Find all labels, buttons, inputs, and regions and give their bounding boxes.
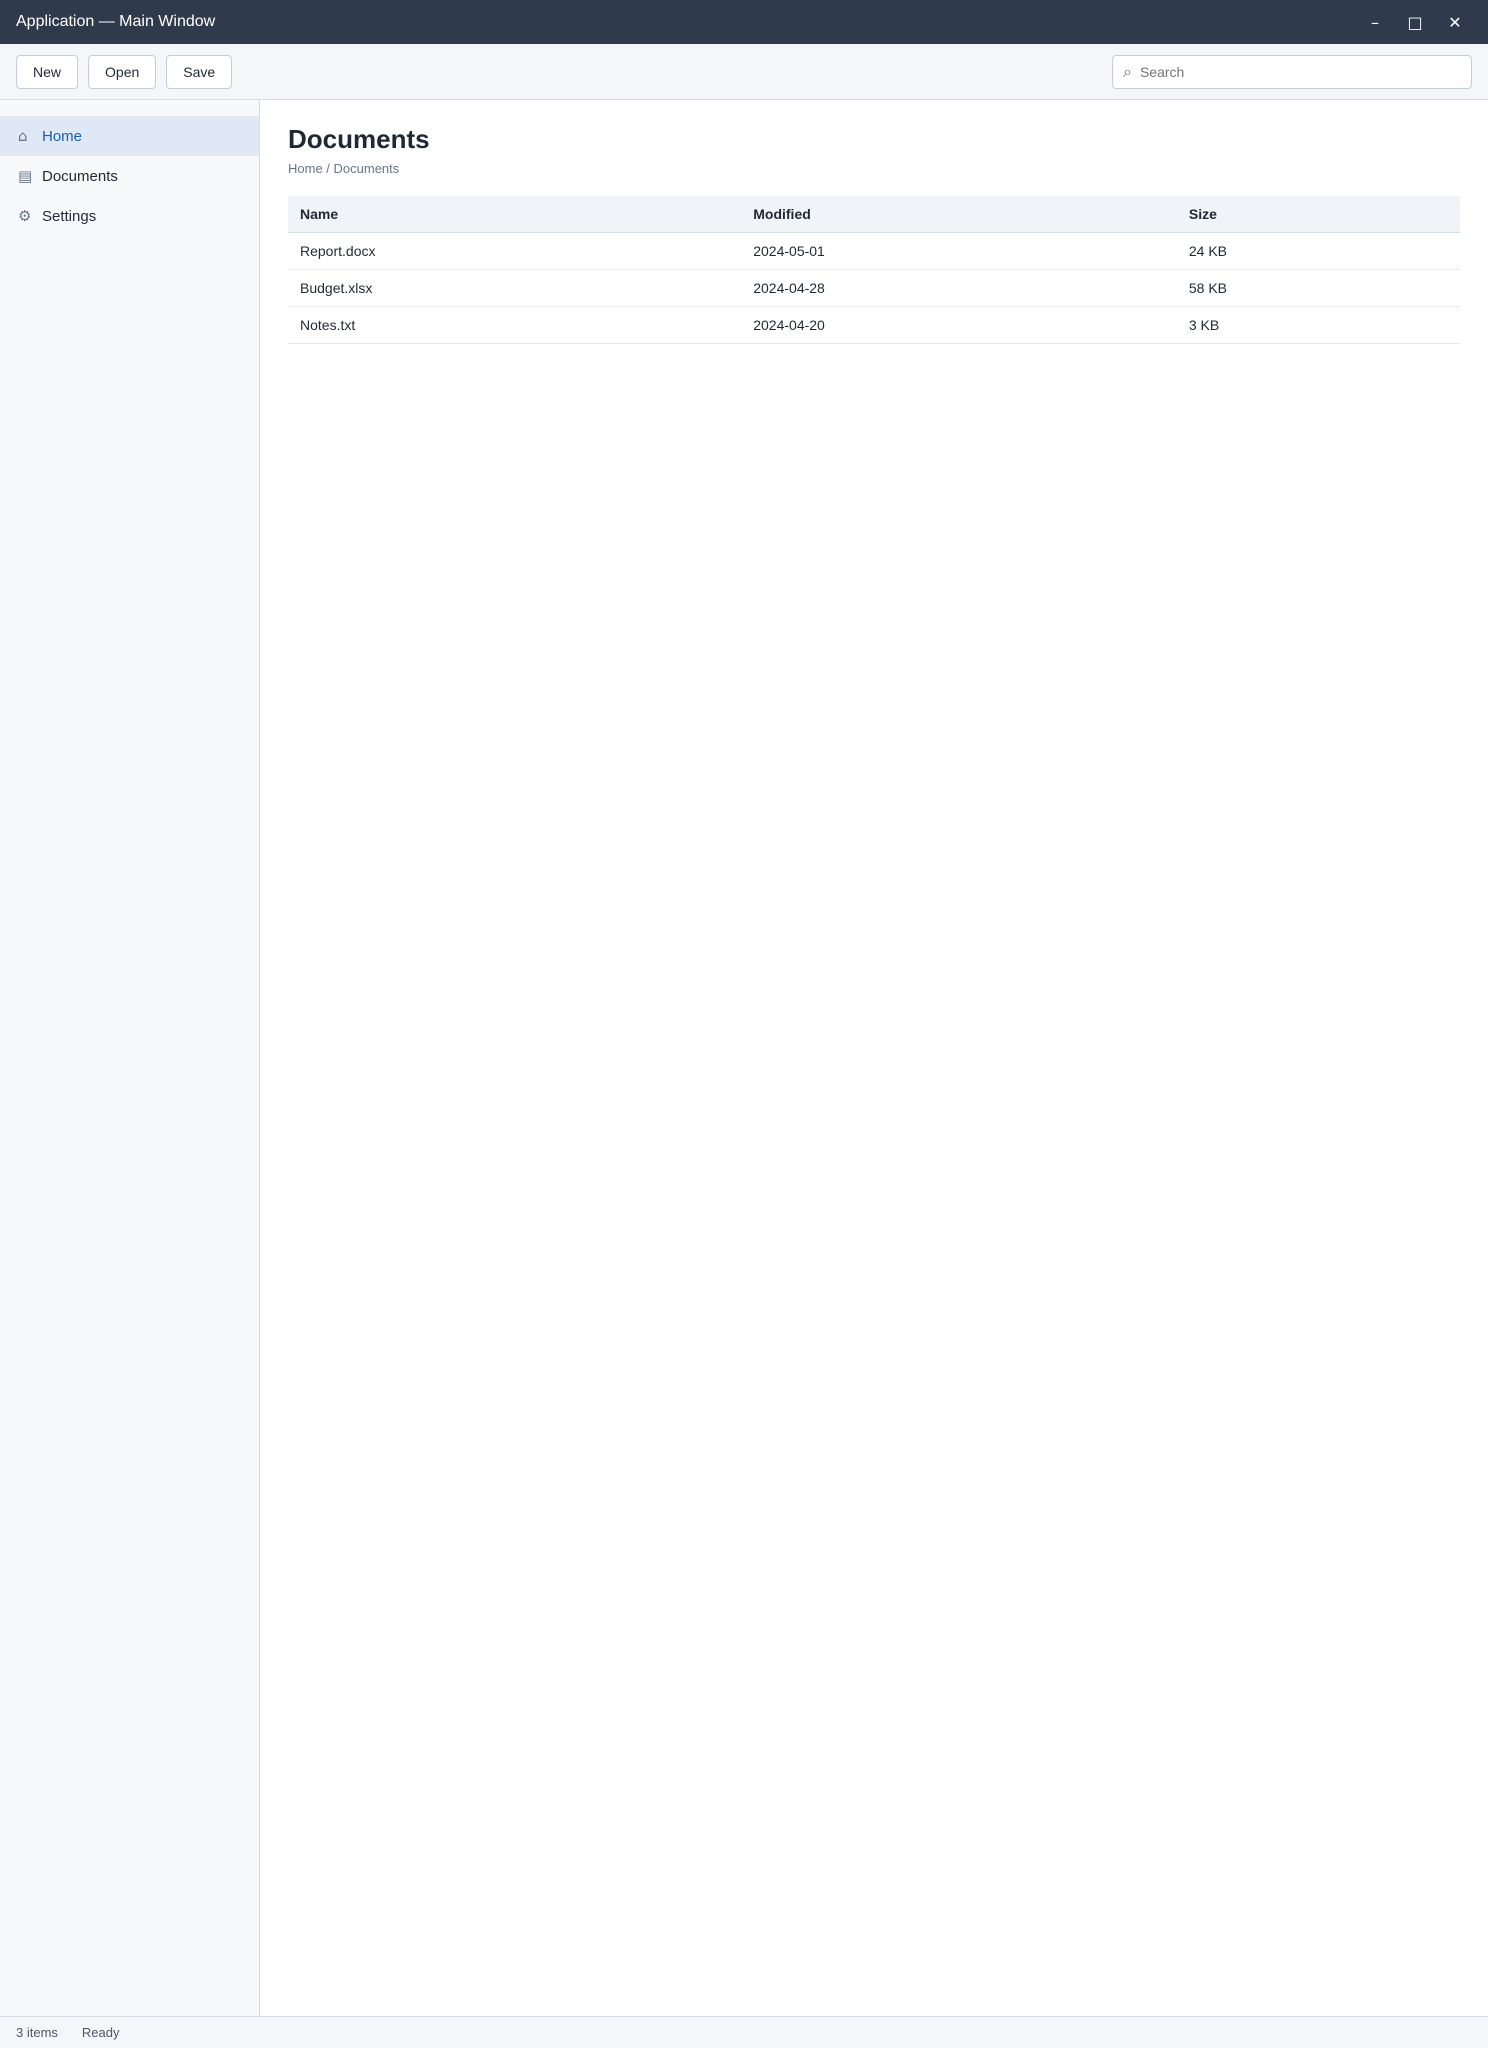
open-button[interactable]: Open [88,55,156,89]
search-input[interactable] [1140,64,1461,80]
column-header-name[interactable]: Name [288,196,741,233]
cell-modified: 2024-04-28 [741,270,1177,307]
main-panel [260,100,1488,2016]
cell-modified: 2024-04-20 [741,307,1177,344]
cell-size: 58 KB [1177,270,1460,307]
table-header-row [288,196,1460,233]
cell-name: Notes.txt [288,307,741,344]
sidebar-item-label: Home [42,127,83,145]
status-state: Ready [81,2025,120,2040]
title-bar [0,0,1488,44]
column-header-modified[interactable]: Modified [741,196,1177,233]
table-row[interactable] [288,270,1460,307]
status-bar [0,2016,1488,2048]
cell-name: Report.docx [288,233,741,270]
new-button[interactable]: New [16,55,78,89]
sidebar-item-label: Settings [42,207,97,225]
sidebar-item-documents[interactable] [0,156,259,196]
table-row[interactable] [288,307,1460,344]
cell-name: Budget.xlsx [288,270,741,307]
save-button[interactable]: Save [166,55,232,89]
close-button[interactable]: ✕ [1438,8,1472,36]
toolbar [0,44,1488,100]
table-row[interactable] [288,233,1460,270]
cell-size: 24 KB [1177,233,1460,270]
home-icon: ⌂ [18,127,28,145]
sidebar-item-label: Documents [42,167,118,185]
column-header-size[interactable]: Size [1177,196,1460,233]
minimize-button[interactable]: – [1358,8,1392,36]
maximize-button[interactable]: □ [1398,8,1432,36]
sidebar-item-settings[interactable] [0,196,259,236]
page-title: Documents [288,124,430,154]
cell-modified: 2024-05-01 [741,233,1177,270]
window-title: Application — Main Window [16,13,216,30]
search-box [1112,55,1472,89]
document-icon: ▤ [18,167,33,185]
sidebar [0,100,260,2016]
cell-size: 3 KB [1177,307,1460,344]
search-icon: ⌕ [1123,61,1132,81]
content-area [0,100,1488,2016]
breadcrumb: Home / Documents [288,161,400,176]
file-table [288,196,1460,344]
sidebar-item-home[interactable] [0,116,259,156]
gear-icon: ⚙ [18,207,32,225]
status-item-count: 3 items [16,2025,58,2040]
